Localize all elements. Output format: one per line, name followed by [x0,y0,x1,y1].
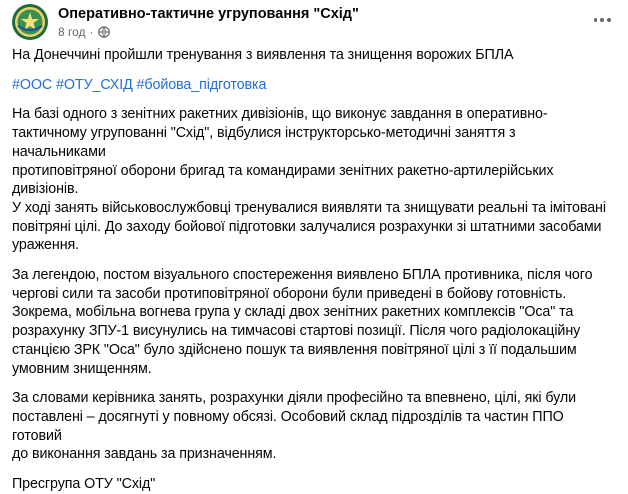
body-line: повітряні цілі. До заходу бойової підготовки залучалися розрахунки зі штатними засобами [12,218,602,235]
more-options-icon[interactable] [592,10,612,30]
page-author-name[interactable]: Оперативно-тактичне угруповання "Схід" [58,6,359,22]
post-header [12,4,616,40]
body-line: тактичному угрупованні "Схід", відбулися інструкторсько-методичні заняття з начальниками [12,125,516,160]
post-body [12,46,612,494]
post-headline: На Донеччині пройшли тренування з виявлення та знищення ворожих БПЛА [12,47,514,63]
body-line: У ході занять військовослужбовці тренувалися виявляти та знищувати реальні та імітовані [12,199,606,216]
emblem-logo-icon [12,4,48,40]
avatar[interactable] [12,4,48,40]
post-meta [58,25,110,39]
body-line: станцією ЗРК "Оса" було здійснено пошук та виявлення повітряної цілі з її подальшим [12,341,577,358]
globe-icon[interactable] [98,26,110,38]
hashtag-list [12,76,612,95]
body-line: умовним знищенням. [12,360,152,377]
body-line: ураження. [12,237,80,254]
body-line: За легендою, постом візуального спостереження виявлено БПЛА противника, після чого [12,267,593,284]
body-line: чергові сили та засоби протиповітряної оборони були приведені в бойову готовність. [12,285,567,302]
hashtag-link[interactable]: #бойова_підготовка [136,76,267,93]
meta-separator: · [89,25,94,39]
body-line: поставлені – досягнуті у повному обсязі. Особовий склад підрозділів та частин ППО готовий [12,408,564,444]
body-line: Зокрема, мобільна вогнева група у складі двох зенітних ракетних комплексів "Оса" та [12,304,574,321]
body-line: На базі одного з зенітних ракетних дивізіонів, що виконує завдання в оперативно- [12,106,548,123]
post-signature: Пресгрупа ОТУ "Схід" [12,476,156,493]
body-line: дивізіонів. [12,181,79,198]
body-line: За словами керівника занять, розрахунки діяли професійно та впевнено, цілі, які були [12,390,576,407]
hashtag-link[interactable]: #ООС [12,76,53,93]
body-line: розрахунку ЗПУ-1 висунулись на тимчасові стартові позиції. Після чого радіолокаційну [12,323,581,340]
post-timestamp[interactable]: 8 год [58,25,86,39]
body-line: до виконання завдань за призначенням. [12,446,277,463]
hashtag-link[interactable]: #ОТУ_СХІД [56,76,133,93]
body-line: протиповітряної оборони бригад та командирами зенітних ракетно-артилерійських [12,162,554,179]
